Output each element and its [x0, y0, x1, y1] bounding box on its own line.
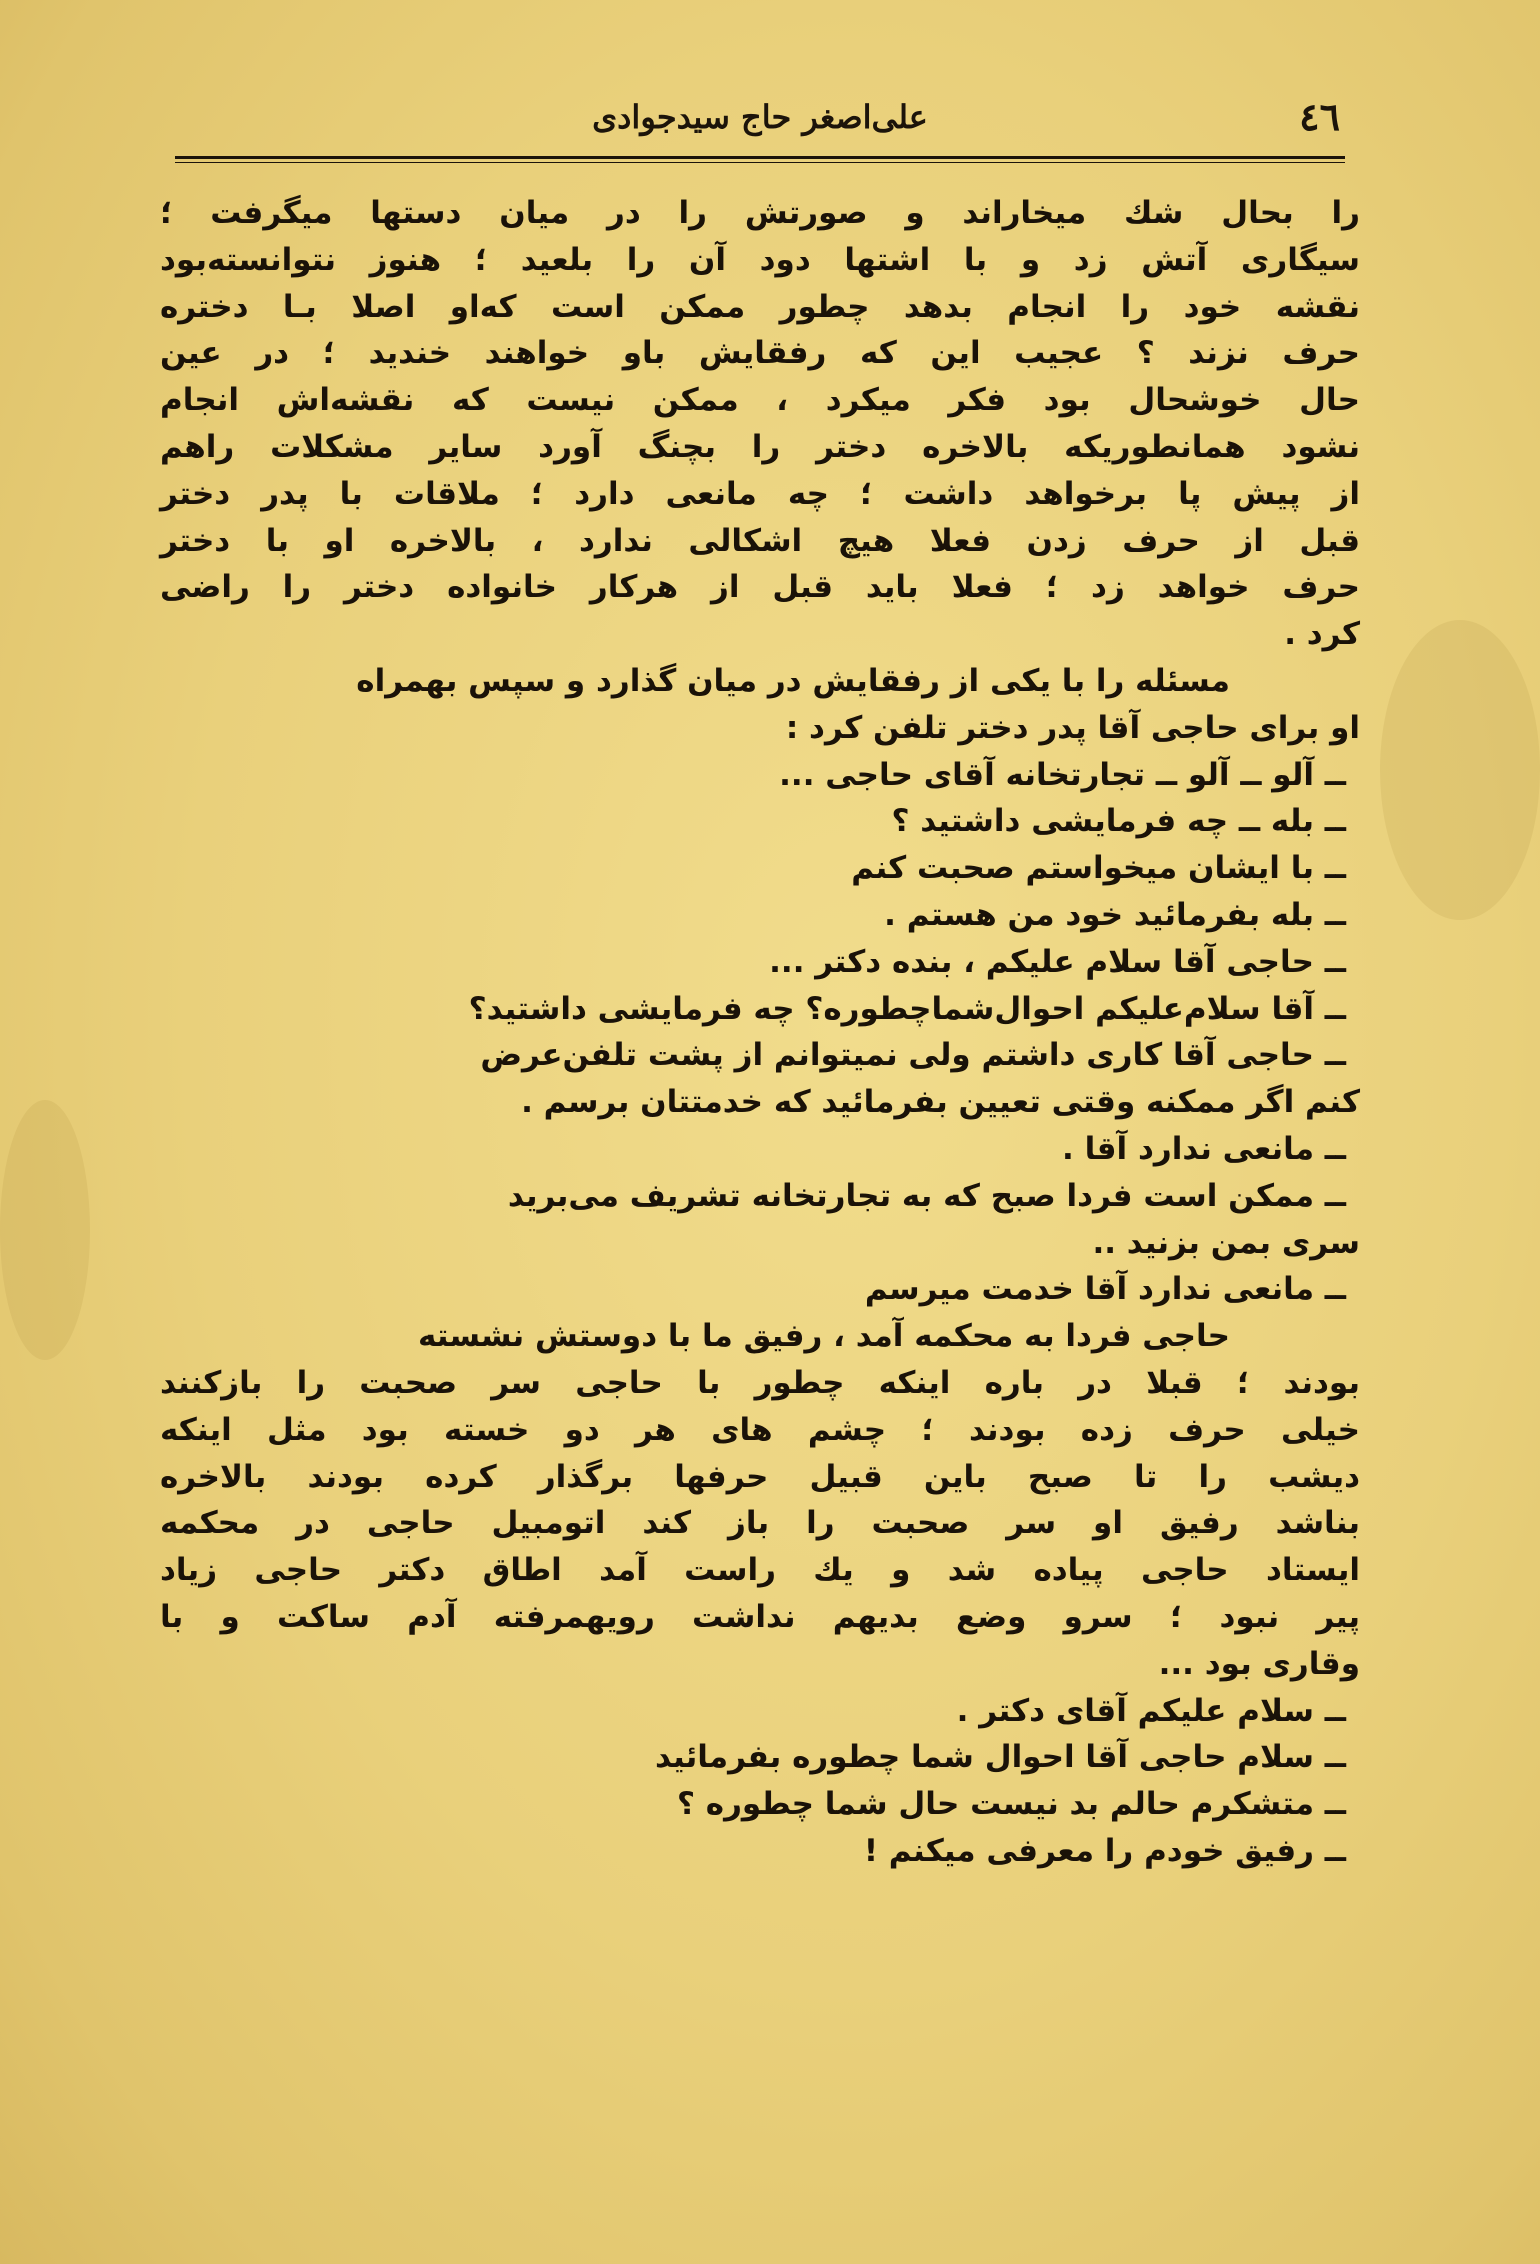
text-line: وقاری بود ...: [1158, 1645, 1360, 1682]
dialogue-line: ــ مانعی ندارد آقا .: [1062, 1130, 1346, 1167]
text-line: حرف نزند ؟ عجیب این که رفقایش باو خواهند خندید ؛ در عین: [160, 335, 1360, 372]
dialogue-line: ــ متشکرم حالم بد نیست حال شما چطوره ؟: [677, 1786, 1346, 1823]
dialogue-line: ــ بله ــ چه فرمایشی داشتید ؟: [891, 803, 1346, 840]
text-line: مسئله را با یکی از رفقایش در میان گذارد و سپس بهمراه: [356, 662, 1230, 699]
text-line: دیشب را تا صبح باین قبیل حرفها برگذار کرده بودند بالاخره: [160, 1458, 1360, 1495]
text-line: سیگاری آتش زد و با اشتها دود آن را بلعید ؛ هنوز نتوانسته‌بود: [160, 241, 1360, 278]
text-line: نقشه خود را انجام بدهد چطور ممکن است که‌او اصلا بـا دختره: [160, 288, 1360, 325]
dialogue-line: ــ مانعی ندارد آقا خدمت میرسم: [864, 1271, 1346, 1308]
text-line: از پیش پا برخواهد داشت ؛ چه مانعی دارد ؛ ملاقات با پدر دختر: [160, 475, 1360, 512]
dialogue-line: ــ حاجی آقا کاری داشتم ولی نمیتوانم از پشت تلفن‌عرض: [480, 1037, 1346, 1074]
text-line: نشود همانطوریکه بالاخره دختر را بچنگ آورد سایر مشکلات راهم: [160, 428, 1360, 465]
paper-stain: [0, 1100, 90, 1360]
text-line: را بحال شك میخاراند و صورتش را در میان دستها میگرفت ؛: [160, 195, 1360, 231]
body-text: [160, 190, 1360, 1875]
paper-stain: [1380, 620, 1540, 920]
text-line: حاجی فردا به محکمه آمد ، رفیق ما با دوستش نشسته: [418, 1318, 1230, 1355]
dialogue-line: ــ سلام حاجی آقا احوال شما چطوره بفرمائید: [655, 1739, 1346, 1776]
text-line: حرف خواهد زد ؛ فعلا باید قبل از هرکار خانواده دختر را راضی: [160, 569, 1360, 606]
text-line: خیلی حرف زده بودند ؛ چشم های هر دو خسته بود مثل اینکه: [160, 1411, 1360, 1448]
text-line: کرد .: [1284, 616, 1360, 653]
page-header: [180, 88, 1340, 158]
text-line: کنم اگر ممکنه وقتی تعیین بفرمائید که خدمتتان برسم .: [521, 1084, 1360, 1121]
dialogue-line: ــ حاجی آقا سلام علیکم ، بنده دکتر ...: [769, 943, 1346, 980]
text-line: قبل از حرف زدن فعلا هیچ اشکالی ندارد ، بالاخره او با دختر: [160, 522, 1360, 559]
dialogue-line: ــ آقا سلام‌علیکم احوال‌شماچطوره؟ چه فرمایشی داشتید؟: [468, 990, 1346, 1027]
text-line: ایستاد حاجی پیاده شد و یك راست آمد اطاق دکتر حاجی زیاد: [160, 1552, 1360, 1589]
dialogue-line: ــ ممکن است فردا صبح که به تجارتخانه تشریف می‌برید: [507, 1177, 1346, 1214]
text-line: پیر نبود ؛ سرو وضع بدیهم نداشت رویهمرفته آدم ساکت و با: [160, 1598, 1360, 1635]
dialogue-line: ــ آلو ــ آلو ــ تجارتخانه آقای حاجی ...: [779, 756, 1346, 793]
text-line: سری بمن بزنید ..: [1092, 1224, 1360, 1261]
text-line: حال خوشحال بود فکر میکرد ، ممکن نیست که نقشه‌اش انجام: [160, 382, 1360, 419]
dialogue-line: ــ با ایشان میخواستم صحبت کنم: [851, 850, 1346, 887]
running-title: علی‌اصغر حاج سیدجوادی: [592, 98, 928, 136]
dialogue-line: ــ سلام علیکم آقای دکتر .: [956, 1692, 1346, 1729]
dialogue-line: ــ بله بفرمائید خود من هستم .: [884, 896, 1346, 933]
header-rule: [175, 156, 1345, 163]
text-line: بودند ؛ قبلا در باره اینکه چطور با حاجی سر صحبت را بازکنند: [160, 1364, 1360, 1401]
text-line: بناشد رفیق او سر صحبت را باز کند اتومبیل حاجی در محکمه: [160, 1505, 1360, 1542]
text-line: او برای حاجی آقا پدر دختر تلفن کرد :: [785, 709, 1360, 746]
page-number: ٤٦: [1299, 94, 1340, 139]
dialogue-line: ــ رفیق خودم را معرفی میکنم !: [863, 1832, 1346, 1869]
